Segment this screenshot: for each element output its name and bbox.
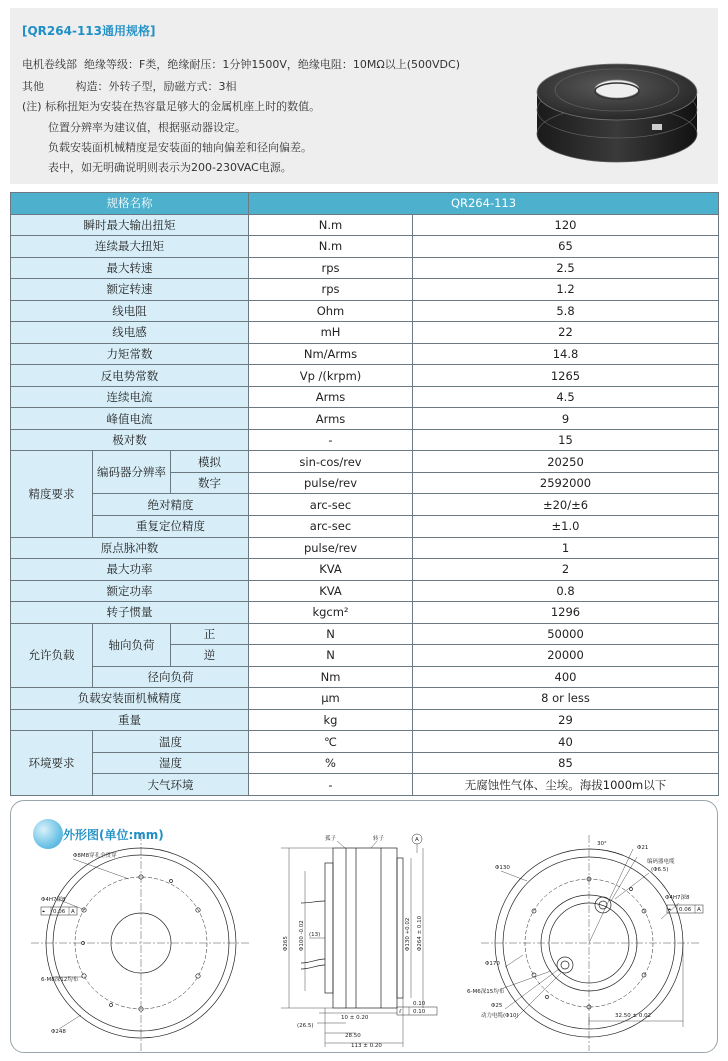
row-value: 5.8 [413,300,719,322]
row-value: 40 [413,731,719,753]
side-width-13: (13) [309,932,321,938]
other-label: 其他 [22,80,44,93]
row-name: 力矩常数 [11,343,249,365]
encoder-digital-label: 数字 [171,472,249,494]
table-row [11,709,719,731]
rear-small-dia: Φ21 [637,845,649,851]
row-unit: Vp /(krpm) [249,365,413,387]
row-name: 峰值电流 [11,408,249,430]
table-row [11,236,719,258]
row-name: 极对数 [11,429,249,451]
row-value: 2592000 [413,472,719,494]
axial-load-label: 轴向负荷 [93,623,171,666]
side-runout-value: 0.10 [413,1009,426,1015]
table-row [11,623,719,645]
row-value: 20000 [413,645,719,667]
table-row [11,429,719,451]
outline-drawing-panel [10,800,718,1053]
front-flatness-symbol: ⌖ [42,909,46,915]
row-name: 线电感 [11,322,249,344]
table-header-row [11,193,719,215]
winding-label: 电机卷线部 [22,58,77,71]
row-value: 无腐蚀性气体、尘埃。海拔1000m以下 [413,774,719,796]
row-unit: arc-sec [249,515,413,537]
front-thread-label: 6-M8深12均布 [41,977,79,983]
table-row [11,752,719,774]
rear-datum-hole: Φ4H7深8 [665,895,690,901]
note-line-2 [22,119,246,135]
page-title: [QR264-113通用规格] [22,24,156,38]
spec-line-winding [22,56,460,72]
encoder-resolution-label: 编码器分辨率 [93,451,171,494]
row-unit: kg [249,709,413,731]
row-value: 1296 [413,602,719,624]
row-value: 0.8 [413,580,719,602]
row-name: 转子惯量 [11,602,249,624]
header-model: QR264-113 [249,193,719,215]
axial-negative-label: 逆 [171,645,249,667]
row-name: 额定功率 [11,580,249,602]
side-dia-265: Φ265 [283,936,289,951]
row-name: 额定转速 [11,279,249,301]
header-name: 规格名称 [11,193,249,215]
row-unit: N.m [249,236,413,258]
row-unit: sin-cos/rev [249,451,413,473]
table-row [11,688,719,710]
table-row [11,214,719,236]
table-row [11,451,719,473]
row-name: 重量 [11,709,249,731]
row-name: 最大转速 [11,257,249,279]
table-row [11,300,719,322]
row-value: 85 [413,752,719,774]
row-name: 瞬时最大输出扭矩 [11,214,249,236]
table-row [11,494,719,516]
motor-photo [532,52,702,172]
table-row [11,365,719,387]
row-value: 1 [413,537,719,559]
row-name: 线电阻 [11,300,249,322]
row-unit: ℃ [249,731,413,753]
spec-table [10,192,719,796]
front-bolt-holes-label: Φ8M8穿孔全贯穿 [73,853,117,859]
side-width-10: 10 ± 0.20 [341,1015,369,1021]
group-environment: 环境要求 [11,731,93,796]
side-width-113: 113 ± 0.20 [351,1043,382,1049]
row-unit: rps [249,257,413,279]
front-diameter-label: Φ248 [51,1029,66,1035]
spec-header-panel [10,8,718,184]
rear-datum-letter: A [697,907,701,913]
row-unit: pulse/rev [249,472,413,494]
group-precision: 精度要求 [11,451,93,537]
row-value: 2 [413,559,719,581]
row-unit: Nm/Arms [249,343,413,365]
row-unit: - [249,774,413,796]
drawing-title: 外形图(单位:mm) [63,828,164,842]
rear-dia-25: Φ25 [491,1003,503,1009]
row-unit: μm [249,688,413,710]
note-4: 表中，如无明确说明则表示为200-230VAC电源。 [48,161,292,174]
axial-positive-label: 正 [171,623,249,645]
table-row [11,408,719,430]
side-bolt-label: 孤子 [325,836,337,842]
row-name: 负载安装面机械精度 [11,688,249,710]
table-row [11,386,719,408]
row-name: 湿度 [93,752,249,774]
row-unit: % [249,752,413,774]
row-name: 连续电流 [11,386,249,408]
row-unit: Arms [249,386,413,408]
side-width-28: 28.50 [345,1033,361,1039]
side-dia-264: Φ264 ± 0.10 [417,915,423,951]
row-unit: Arms [249,408,413,430]
table-row [11,774,719,796]
encoder-analog-label: 模拟 [171,451,249,473]
row-name: 连续最大扭矩 [11,236,249,258]
row-name: 最大功率 [11,559,249,581]
table-row [11,279,719,301]
row-value: 8 or less [413,688,719,710]
table-row [11,666,719,688]
table-row [11,731,719,753]
row-value: 9 [413,408,719,430]
row-value: 4.5 [413,386,719,408]
row-name: 反电势常数 [11,365,249,387]
row-value: 15 [413,429,719,451]
row-value: ±20/±6 [413,494,719,516]
row-unit: Nm [249,666,413,688]
rear-angle-label: 30° [597,841,607,847]
rear-dia-130: Φ130 [495,865,510,871]
table-row [11,559,719,581]
rear-offset: 32.50 ± 0.02 [615,1013,652,1019]
rear-flatness-value: 0.06 [679,907,692,913]
table-row [11,537,719,559]
table-row [11,515,719,537]
note-3: 负载安装面机械精度是安装面的轴向偏差和径向偏差。 [48,141,312,154]
rear-encoder-cable: 编码器电缆 [647,859,675,865]
row-unit: pulse/rev [249,537,413,559]
side-dia-130: Φ130 +0.02 [405,917,411,951]
row-value: 1265 [413,365,719,387]
outline-drawings [11,801,718,1053]
note-1: 标称扭矩为安装在热容量足够大的金属机座上时的数值。 [45,100,321,113]
row-value: 65 [413,236,719,258]
winding-text: 绝缘等级：F类，绝缘耐压：1分钟1500V，绝缘电阻：10MΩ以上(500VDC) [84,58,460,71]
row-name: 重复定位精度 [93,515,249,537]
row-unit: kgcm² [249,602,413,624]
row-value: 1.2 [413,279,719,301]
row-name: 原点脉冲数 [11,537,249,559]
spec-line-other [22,78,237,94]
row-unit: rps [249,279,413,301]
front-datum-letter: A [71,909,75,915]
side-flatness-value: 0.10 [413,1001,426,1007]
front-flatness-value: 0.06 [53,909,66,915]
row-unit: mH [249,322,413,344]
row-name: 温度 [93,731,249,753]
row-value: 2.5 [413,257,719,279]
table-row [11,257,719,279]
note-line-1 [22,98,320,114]
other-text: 构造：外转子型，励磁方式：3相 [75,80,237,93]
row-unit: N [249,645,413,667]
row-unit: KVA [249,580,413,602]
row-value: ±1.0 [413,515,719,537]
rear-thread-label: 6-M6深15均布 [467,989,505,995]
row-name: 大气环境 [93,774,249,796]
table-row [11,602,719,624]
row-unit: N.m [249,214,413,236]
row-value: 29 [413,709,719,731]
row-name: 径向负荷 [93,666,249,688]
rear-dia-170: Φ170 [485,961,500,967]
row-unit: arc-sec [249,494,413,516]
row-value: 120 [413,214,719,236]
group-load: 允许负载 [11,623,93,688]
side-rotor-label: 转子 [373,836,385,842]
row-unit: N [249,623,413,645]
row-value: 14.8 [413,343,719,365]
row-unit: KVA [249,559,413,581]
table-row [11,322,719,344]
side-datum-circle-letter: A [415,837,419,843]
row-name: 绝对精度 [93,494,249,516]
side-width-26: (26.5) [297,1023,314,1029]
table-row [11,580,719,602]
row-unit: Ohm [249,300,413,322]
side-runout-symbol: ⫽ [399,1009,402,1015]
side-dia-100: Φ100 -0.02 [299,920,305,951]
row-value: 400 [413,666,719,688]
rear-encoder-dia: (Φ6.5) [651,867,669,873]
note-2: 位置分辨率为建议值，根据驱动器设定。 [48,121,246,134]
front-datum-hole-label: Φ4H7深8 [41,897,66,903]
note-prefix: (注) [22,100,42,113]
row-value: 20250 [413,451,719,473]
rear-flatness-symbol: ⌖ [668,907,672,913]
row-value: 22 [413,322,719,344]
table-row [11,343,719,365]
row-unit: - [249,429,413,451]
row-value: 50000 [413,623,719,645]
front-view-drawing [31,833,251,1051]
note-line-4 [22,159,292,175]
rear-power-cable: 动力电缆(Φ10) [481,1013,519,1019]
note-line-3 [22,139,312,155]
